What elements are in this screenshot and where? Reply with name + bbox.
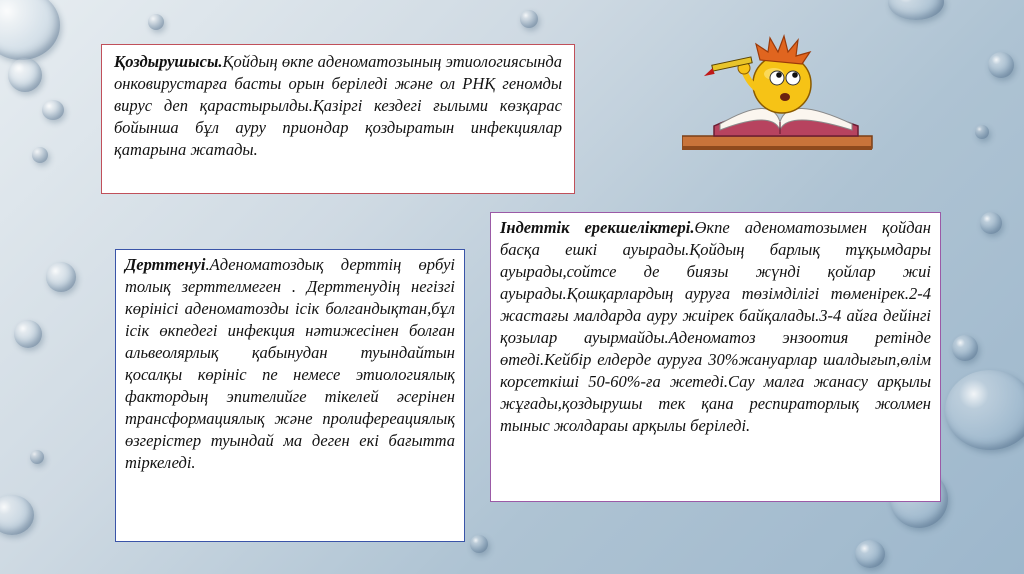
- epizootology-label: Індеттік ерекшеліктері.: [500, 218, 695, 237]
- pathogenesis-textbox: [115, 249, 465, 542]
- water-drop-decoration: [988, 52, 1014, 78]
- water-drop-decoration: [148, 14, 164, 30]
- water-drop-decoration: [888, 0, 944, 20]
- epizootology-text: Өкпе аденоматозымен қойдан басқа ешкі ауырады.Қойдың барлық тұқымдары ауырады,сойтсе де биязы жүнді қойлар жиі ауырады.Қошқарлардың ауруға төзімділігі төменірек.2-4 жастағы малдарда ауру жиірек байқалады.3-4 айға дейінгі қозылар ауырмайды.Аденоматоз энзоотия ретінде өтеді.Кейбір елдерде ауруға 30%жануарлар шалдығып,өлім корсеткіші 50-60%-ға жетеді.Сау малға жанасу арқылы жұғады,қоздырушы тек қана респираторлық жолмен тыныс жолдараы арқылы беріледі.: [500, 218, 931, 435]
- reading-smiley-icon: [682, 30, 878, 156]
- water-drop-decoration: [980, 212, 1002, 234]
- agent-label: Қоздырушысы.: [114, 52, 223, 71]
- water-drop-decoration: [952, 335, 978, 361]
- water-drop-decoration: [855, 540, 885, 568]
- water-drop-decoration: [520, 10, 538, 28]
- water-drop-decoration: [8, 58, 42, 92]
- epizootology-textbox: [490, 212, 941, 502]
- pathogenesis-text: .Аденоматоздық дерттің өрбуі толық зерттелмеген . Дерттенудің негізгі көрінісі аденоматозды ісік болгандықтан,бұл ісік өкпедегі инфекция нәтижесінен болған альвеолярлық қабынудан туындайтын қосалқы көрініс пе немесе этиологиялық фактордың эпителийге тікелей әсерінен трансформациялық және пролифереациялық өзгерістер туындай ма деген екі бағытта тіркеледі.: [125, 255, 455, 472]
- water-drop-decoration: [14, 320, 42, 348]
- water-drop-decoration: [0, 495, 34, 535]
- water-drop-decoration: [945, 370, 1024, 450]
- water-drop-decoration: [42, 100, 64, 120]
- water-drop-decoration: [470, 535, 488, 553]
- water-drop-decoration: [0, 0, 60, 60]
- agent-textbox: [101, 44, 575, 194]
- water-drop-decoration: [30, 450, 44, 464]
- water-drop-decoration: [975, 125, 989, 139]
- pathogenesis-label: Дерттенуі: [125, 255, 206, 274]
- agent-text: Қойдың өкпе аденоматозының этиологиясында онковирустарға басты орын беріледі және ол РНҚ геномды вирус деп қарастырылды.Қазіргі кездегі ғылыми көзқарас бойынша бұл ауру приондар қоздыратын инфекциялар қатарына жатады.: [114, 52, 562, 159]
- water-drop-decoration: [32, 147, 48, 163]
- water-drop-decoration: [46, 262, 76, 292]
